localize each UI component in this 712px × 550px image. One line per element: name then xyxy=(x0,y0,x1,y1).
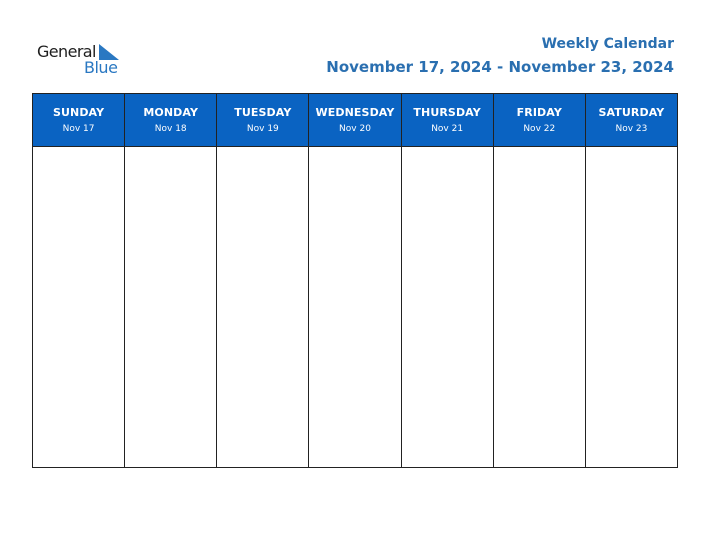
day-column-thursday xyxy=(402,94,494,467)
day-column-tuesday xyxy=(217,94,309,467)
day-date: Nov 18 xyxy=(154,123,187,134)
day-date: Nov 21 xyxy=(431,123,464,134)
day-column-wednesday xyxy=(309,94,401,467)
day-cell[interactable] xyxy=(125,147,216,467)
page-title: Weekly Calendar xyxy=(541,36,674,52)
day-header xyxy=(125,94,216,147)
day-header xyxy=(217,94,308,147)
day-date: Nov 22 xyxy=(523,123,556,134)
day-name: WEDNESDAY xyxy=(315,105,395,119)
day-column-monday xyxy=(125,94,217,467)
day-date: Nov 20 xyxy=(339,123,371,134)
day-name: SUNDAY xyxy=(52,105,105,119)
day-date: Nov 17 xyxy=(62,123,95,134)
weekly-calendar-grid xyxy=(32,93,678,468)
day-name: THURSDAY xyxy=(413,105,481,119)
calendar-title-block xyxy=(326,35,674,78)
day-header xyxy=(402,94,493,147)
day-column-saturday xyxy=(586,94,677,467)
day-header xyxy=(33,94,124,147)
logo-text-blue: Blue xyxy=(84,58,118,77)
day-column-friday xyxy=(494,94,586,467)
day-header xyxy=(586,94,677,147)
day-cell[interactable] xyxy=(402,147,493,467)
logo-text-general: General xyxy=(37,42,96,61)
day-name: MONDAY xyxy=(143,105,199,119)
day-cell[interactable] xyxy=(217,147,308,467)
day-column-sunday xyxy=(33,94,125,467)
day-header xyxy=(309,94,400,147)
day-name: SATURDAY xyxy=(598,105,665,119)
day-cell[interactable] xyxy=(309,147,400,467)
day-date: Nov 23 xyxy=(615,123,648,134)
date-range: November 17, 2024 - November 23, 2024 xyxy=(326,58,674,76)
day-name: TUESDAY xyxy=(234,105,292,119)
day-name: FRIDAY xyxy=(516,105,562,119)
generalblue-logo xyxy=(37,42,127,78)
day-cell[interactable] xyxy=(586,147,677,467)
day-cell[interactable] xyxy=(494,147,585,467)
day-header xyxy=(494,94,585,147)
day-cell[interactable] xyxy=(33,147,124,467)
day-date: Nov 19 xyxy=(246,123,279,134)
